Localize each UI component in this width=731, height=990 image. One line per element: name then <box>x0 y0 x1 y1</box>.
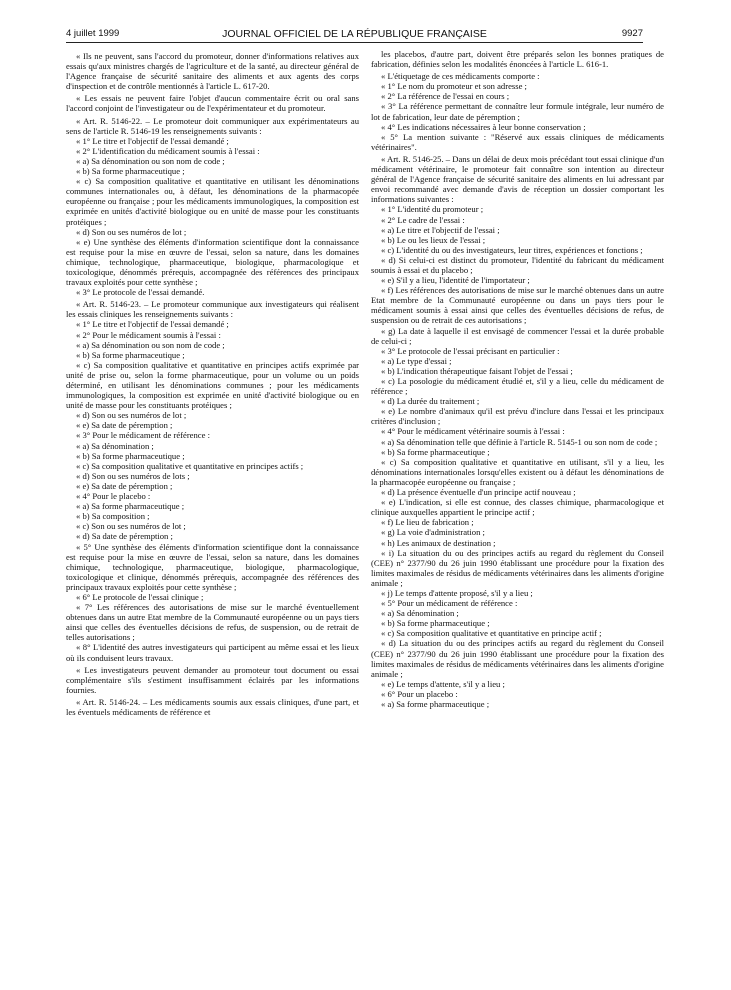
paragraph: « 2° L'identification du médicament soumis à l'essai : <box>76 145 260 156</box>
paragraph: « d) Son ou ses numéros de lots ; <box>76 470 190 481</box>
paragraph: « Art. R. 5146-24. – Les médicaments soumis aux essais cliniques, d'une part, et les éventuels médicaments de référence et <box>66 696 359 717</box>
paragraph: « Les investigateurs peuvent demander au promoteur tout document ou essai complémentaire s'ils s'estiment insuffisamment éclairés par les informations fournies. <box>66 664 359 695</box>
paragraph: « h) Les animaux de destination ; <box>381 537 496 548</box>
paragraph: « a) Sa forme pharmaceutique ; <box>381 699 490 709</box>
paragraph: « d) La présence éventuelle d'un principe actif nouveau ; <box>381 487 576 498</box>
paragraph: « Art. R. 5146-25. – Dans un délai de deux mois précédant tout essai clinique d'un médicament vétérinaire, le promoteur fait connaître son intention au directeur général de l'Agence française de sécurité sanitaire des aliments en lui adressant par envoi recommandé avec demande d'avis de réception un dossier comportant les informations suivantes : <box>371 153 664 205</box>
paragraph: « e) Le nombre d'animaux qu'il est prévu d'inclure dans l'essai et les principaux critères d'inclusion ; <box>371 406 664 427</box>
paragraph: « b) Sa forme pharmaceutique ; <box>381 446 490 457</box>
header-date: 4 juillet 1999 <box>66 28 120 39</box>
left-column <box>66 49 359 717</box>
paragraph: « 2° Pour le médicament soumis à l'essai : <box>76 329 221 340</box>
paragraph: « d) Son ou ses numéros de lot ; <box>76 410 187 421</box>
paragraph: « a) Sa dénomination ou son nom de code ; <box>76 155 225 166</box>
paragraph: « f) Les références des autorisations de mise sur le marché obtenues dans un autre Etat membre de la Communauté européenne ou dans un pays tiers pour le médicament soumis à essai ainsi que celles des éventuelles décisions de refus, de suspension ou de retrait de ces autorisations ; <box>371 285 664 326</box>
paragraph: « a) Sa dénomination ; <box>381 608 459 619</box>
paragraph: « 3° Le protocole de l'essai précisant en particulier : <box>381 345 560 356</box>
paragraph: « e) Le temps d'attente, s'il y a lieu ; <box>381 678 505 689</box>
paragraph: « 1° Le titre et l'objectif de l'essai demandé ; <box>76 319 229 330</box>
page-number: 9927 <box>621 28 643 39</box>
paragraph: « j) Le temps d'attente proposé, s'il y a lieu ; <box>381 587 533 598</box>
paragraph: « d) Si celui-ci est distinct du promoteur, l'identité du fabricant du médicament soumis à essai et du placebo ; <box>371 254 664 275</box>
journal-title: JOURNAL OFFICIEL DE LA RÉPUBLIQUE FRANÇAISE <box>222 28 487 40</box>
paragraph: « e) Une synthèse des éléments d'information scientifique dont la connaissance est requise pour la mise en œuvre de l'essai, selon sa nature, dans les domaines chimique, technologique, pharmaceutique, biologique, pharmacologique et toxicologique, dénommés prérequis, accompagnée des références des principaux travaux exploités pour cette synthèse ; <box>66 236 359 288</box>
paragraph: « Art. R. 5146-23. – Le promoteur communique aux investigateurs qui réalisent les essais cliniques les renseignements suivants : <box>66 299 359 320</box>
paragraph: « 3° Le protocole de l'essai demandé. <box>76 287 205 298</box>
paragraph: « L'étiquetage de ces médicaments comporte : <box>381 71 540 82</box>
paragraph: « c) L'identité du ou des investigateurs, leur titres, expériences et fonctions ; <box>381 244 643 255</box>
paragraph: « Ils ne peuvent, sans l'accord du promoteur, donner d'informations relatives aux essais qu'aux ministres chargés de l'agriculture et de la santé, au directeur général de l'Agence française de sécurité sanitaire des aliments et aux agents des corps d'inspection et de contrôle mentionnés à l'article L. 617-20. <box>66 51 359 92</box>
paragraph: « 1° Le titre et l'objectif de l'essai demandé ; <box>76 135 229 146</box>
paragraph: « g) La date à laquelle il est envisagé de commencer l'essai et la durée probable de celui-ci ; <box>371 325 664 346</box>
paragraph: « a) Le titre et l'objectif de l'essai ; <box>381 224 500 235</box>
page-header <box>66 26 643 43</box>
paragraph: « f) Le lieu de fabrication ; <box>381 517 474 528</box>
paragraph: « 5° La mention suivante : "Réservé aux essais cliniques de médicaments vétérinaires". <box>371 131 664 152</box>
paragraph: « d) Son ou ses numéros de lot ; <box>76 226 187 237</box>
paragraph: « g) La voie d'administration ; <box>381 527 485 538</box>
paragraph: « 4° Les indications nécessaires à leur bonne conservation ; <box>381 121 586 132</box>
paragraph: « a) Sa dénomination ; <box>76 440 154 451</box>
paragraph: « 4° Pour le médicament vétérinaire soumis à l'essai : <box>381 426 565 437</box>
paragraph: « e) S'il y a lieu, l'identité de l'importateur ; <box>381 275 530 286</box>
paragraph: « c) Sa composition qualitative et quantitative en utilisant, s'il y a lieu, les dénominations internationales lorsqu'elles existent ou à défaut les dénominations de la pharmacopée européenne ou française ; <box>371 456 664 487</box>
paragraph: « a) Sa forme pharmaceutique ; <box>76 501 185 512</box>
paragraph: « d) La situation du ou des principes actifs au regard du règlement du Conseil (CEE) n° 2377/90 du 26 juin 1990 établissant une procédure pour la fixation des limites maximales de résidus de médicaments vétérinaires dans les aliments d'origine animale ; <box>371 638 664 679</box>
paragraph: « 2° La référence de l'essai en cours ; <box>381 91 510 102</box>
paragraph: « 7° Les références des autorisations de mise sur le marché éventuellement obtenues dans un autre Etat membre de la Communauté européenne ou un pays tiers ainsi que celles des éventuelles décisions de refus, de suspension, ou de retrait de telles autorisations ; <box>66 602 359 643</box>
paragraph: « a) Sa dénomination ou son nom de code ; <box>76 339 225 350</box>
paragraph: « b) Sa forme pharmaceutique ; <box>76 166 185 177</box>
paragraph: « c) Son ou ses numéros de lot ; <box>76 521 186 532</box>
paragraph: « 5° Une synthèse des éléments d'information scientifique dont la connaissance est requise pour la mise en œuvre de l'essai, selon sa nature, dans les domaines chimique, technologique, pharmaceutique, biologique, pharmacologique, toxicologique et clinique, dénommés prérequis, accompagnée des références des principaux travaux exploités pour cette synthèse ; <box>66 541 359 592</box>
paragraph: « a) Le type d'essai ; <box>381 355 452 366</box>
paragraph: « c) Sa composition qualitative et quantitative en principes actifs exprimée par unité de prise ou, selon la forme pharmaceutique, pour un volume ou un poids déterminé, en utilisant les dénominations communes ; pour les médicaments immunologiques, la composition est exprimée en unité d'activité biologique ou en unité de masse pour les constituants protéiques ; <box>66 359 359 411</box>
paragraph: « b) Le ou les lieux de l'essai ; <box>381 234 486 245</box>
right-column <box>371 49 664 709</box>
paragraph: « 6° Pour un placebo : <box>381 688 458 699</box>
paragraph: « c) Sa composition qualitative et quantitative en principe actif ; <box>381 628 602 639</box>
paragraph: les placebos, d'autre part, doivent être préparés selon les bonnes pratiques de fabrication, définies selon les modalités énoncées à l'article L. 616-1. <box>371 49 664 70</box>
paragraph: « b) Sa composition ; <box>76 511 150 522</box>
paragraph: « d) Sa date de péremption ; <box>76 531 173 542</box>
paragraph: « 3° Pour le médicament de référence : <box>76 430 210 441</box>
paragraph: « 2° Le cadre de l'essai : <box>381 214 465 225</box>
paragraph: « Les essais ne peuvent faire l'objet d'aucun commentaire écrit ou oral sans l'accord conjoint de l'investigateur ou de l'expérimentateur et du promoteur. <box>66 93 359 114</box>
paragraph: « 1° Le nom du promoteur et son adresse ; <box>381 81 527 92</box>
paragraph: « b) Sa forme pharmaceutique ; <box>76 349 185 360</box>
paragraph: « e) Sa date de péremption ; <box>76 480 173 491</box>
paragraph: « a) Sa dénomination telle que définie à l'article R. 5145-1 ou son nom de code ; <box>381 436 658 447</box>
paragraph: « c) La posologie du médicament étudié et, s'il y a lieu, celle du médicament de référence ; <box>371 376 664 397</box>
paragraph: « 6° Le protocole de l'essai clinique ; <box>76 591 204 602</box>
paragraph: « Art. R. 5146-22. – Le promoteur doit communiquer aux expérimentateurs au sens de l'article R. 5146-19 les renseignements suivants : <box>66 115 359 136</box>
paragraph: « i) La situation du ou des principes actifs au regard du règlement du Conseil (CEE) n° 2377/90 du 26 juin 1990 établissant une procédure pour la fixation des limites maximales de résidus de médicaments vétérinaires dans les aliments d'origine animale ; <box>371 547 664 588</box>
paragraph: « b) Sa forme pharmaceutique ; <box>76 450 185 461</box>
paragraph: « d) La durée du traitement ; <box>381 396 480 407</box>
paragraph: « c) Sa composition qualitative et quantitative en utilisant les dénominations communes internationales ou, à défaut, les dénominations de la pharmacopée européenne ou française ; pour les médicaments immunologiques, la composition est exprimée en unités d'activité biologique ou en unité de masse pour les constituants protéiques ; <box>66 176 359 227</box>
paragraph: « 3° La référence permettant de connaître leur formule intégrale, leur numéro de lot de fabrication, leur date de péremption ; <box>371 101 664 122</box>
paragraph: « 4° Pour le placebo : <box>76 491 151 502</box>
paragraph: « 8° L'identité des autres investigateurs qui participent au même essai et les lieux où ils conduisent leurs travaux. <box>66 642 359 663</box>
paragraph: « 1° L'identité du promoteur ; <box>381 204 484 215</box>
paragraph: « e) Sa date de péremption ; <box>76 420 173 431</box>
paragraph: « 5° Pour un médicament de référence : <box>381 598 518 609</box>
paragraph: « b) Sa forme pharmaceutique ; <box>381 618 490 629</box>
paragraph: « b) L'indication thérapeutique faisant l'objet de l'essai ; <box>381 365 573 376</box>
paragraph: « e) L'indication, si elle est connue, des classes chimique, pharmacologique et clinique auxquelles appartient le principe actif ; <box>371 497 664 518</box>
paragraph: « c) Sa composition qualitative et quantitative en principes actifs ; <box>76 460 304 471</box>
